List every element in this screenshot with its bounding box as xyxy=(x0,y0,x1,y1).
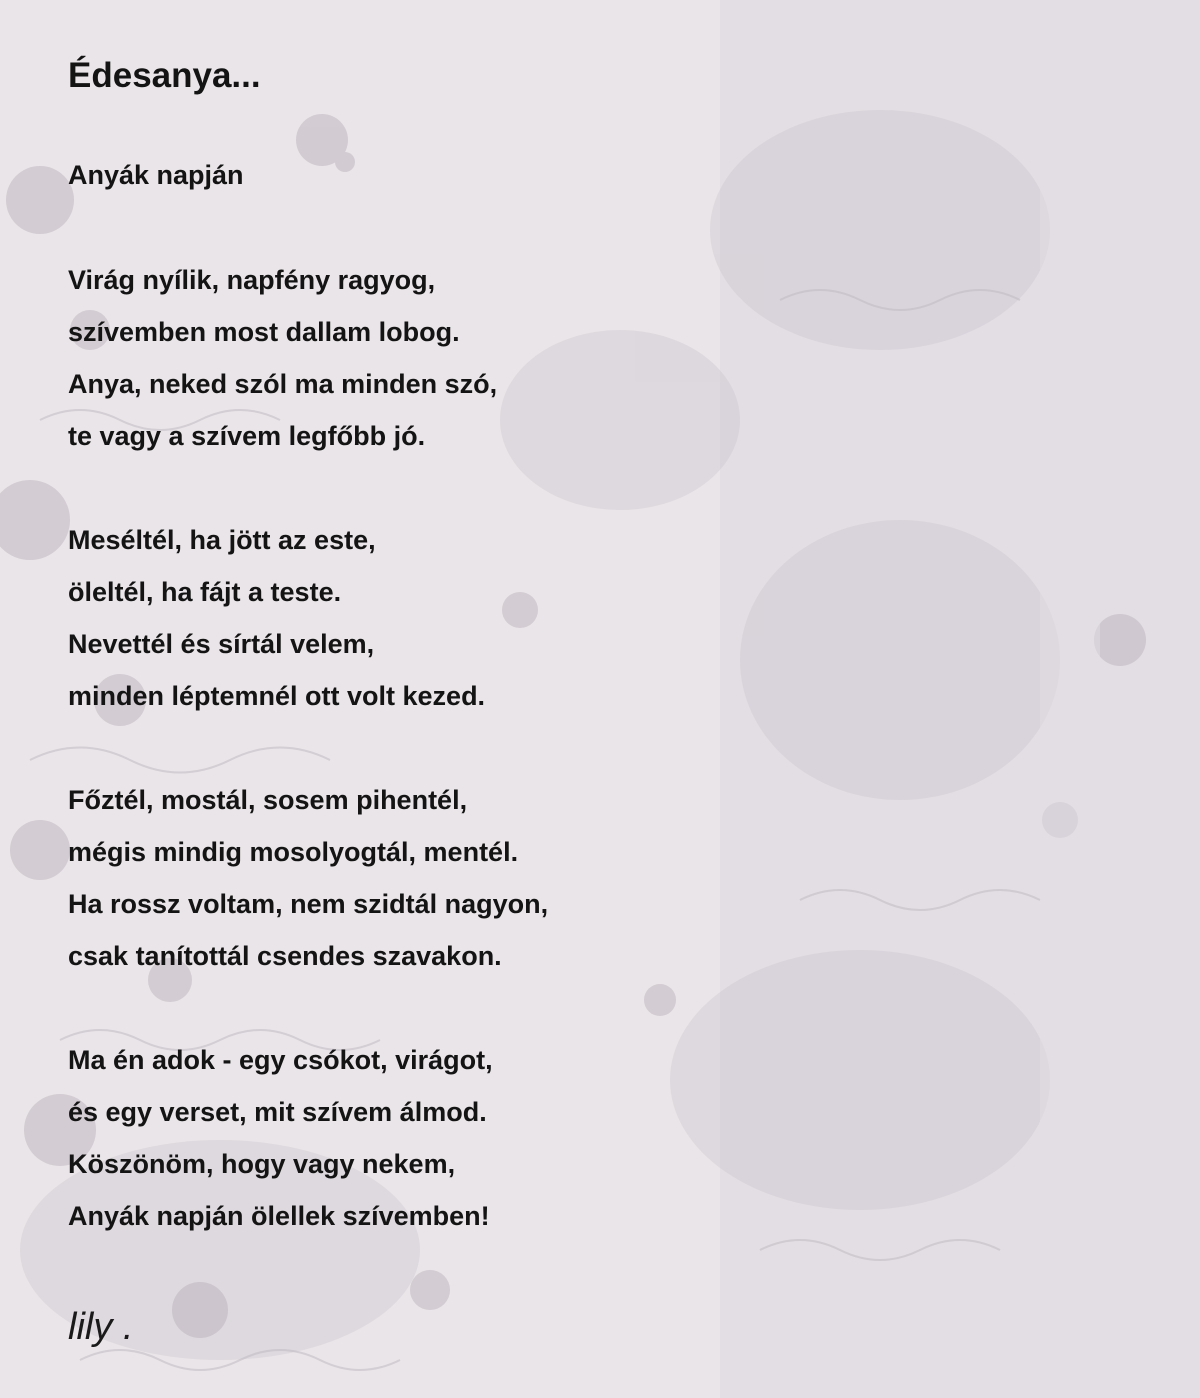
poem-line: minden léptemnél ott volt kezed. xyxy=(68,681,486,711)
poem-line: Virág nyílik, napfény ragyog, xyxy=(68,265,436,295)
poem-line: mégis mindig mosolyogtál, mentél. xyxy=(68,837,519,867)
poem-line: te vagy a szívem legfőbb jó. xyxy=(68,421,426,451)
poem-line: és egy verset, mit szívem álmod. xyxy=(68,1097,487,1127)
stanza-2 xyxy=(68,514,485,722)
poem-subtitle: Anyák napján xyxy=(68,160,244,190)
stanza-4 xyxy=(68,1034,493,1242)
poem-line: öleltél, ha fájt a teste. xyxy=(68,577,342,607)
poem-line: Ha rossz voltam, nem szidtál nagyon, xyxy=(68,889,549,919)
poem-title: Édesanya... xyxy=(68,56,261,95)
poem-line: Főztél, mostál, sosem pihentél, xyxy=(68,785,468,815)
poem-line: szívemben most dallam lobog. xyxy=(68,317,460,347)
stanza-1 xyxy=(68,254,497,462)
poem-line: Ma én adok - egy csókot, virágot, xyxy=(68,1045,493,1075)
poem-line: Köszönöm, hogy vagy nekem, xyxy=(68,1149,456,1179)
poem-line: Anyák napján ölellek szívemben! xyxy=(68,1201,490,1231)
poem-line: Meséltél, ha jött az este, xyxy=(68,525,376,555)
poem-line: Nevettél és sírtál velem, xyxy=(68,629,375,659)
poem-author: lily . xyxy=(68,1306,134,1348)
poem-line: Anya, neked szól ma minden szó, xyxy=(68,369,498,399)
stanza-3 xyxy=(68,774,548,982)
poem-line: csak tanítottál csendes szavakon. xyxy=(68,941,502,971)
